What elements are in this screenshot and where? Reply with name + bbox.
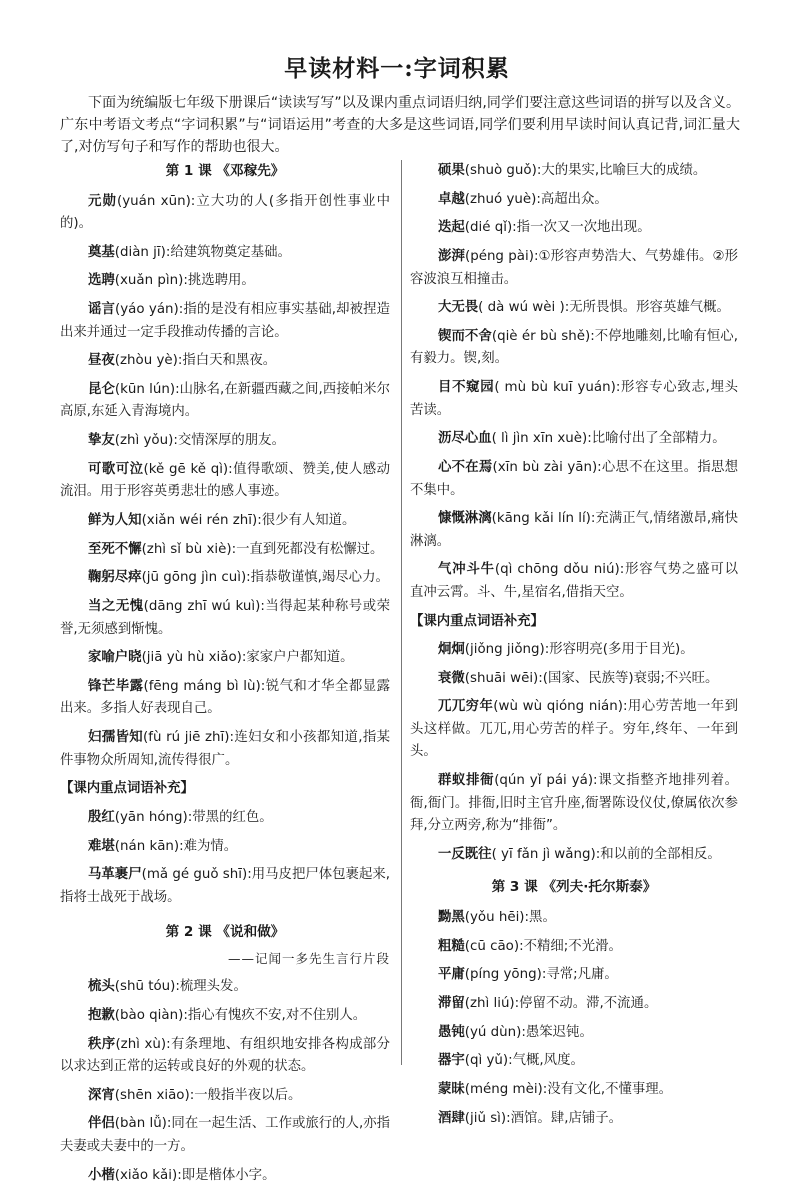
vocab-word: 酒肆	[438, 1110, 465, 1126]
vocab-word: 家喻户晓	[88, 650, 142, 666]
vocab-word: 鞠躬尽瘁	[88, 570, 142, 586]
vocab-pinyin: (yú dùn)	[464, 1024, 522, 1040]
vocab-word: 黝黑	[438, 909, 465, 925]
vocab-pinyin: (fù rú jiē zhī)	[143, 730, 230, 746]
vocab-definition: :有条理地、有组织地安排各构成部分以求达到正常的运转或良好的外观的状态。	[60, 1036, 391, 1075]
vocab-definition: :没有文化,不懂事理。	[542, 1081, 673, 1097]
vocab-pinyin: (píng yōng)	[464, 967, 542, 983]
vocab-definition: :寻常;凡庸。	[541, 967, 618, 983]
vocab-word: 群蚁排衙	[438, 773, 495, 789]
vocab-definition: :充满正气,情绪激昂,痛快淋漓。	[410, 511, 738, 549]
vocab-entry	[410, 936, 738, 959]
vocab-word: 锲而不舍	[438, 328, 492, 344]
vocab-definition: :停留不动。滞,不流通。	[514, 995, 658, 1011]
vocab-entry	[410, 639, 738, 662]
vocab-definition: :用马皮把尸体包裹起来,指将士战死于战场。	[60, 867, 390, 905]
vocab-entry	[60, 379, 390, 424]
vocab-definition: :比喻付出了全部精力。	[587, 431, 726, 447]
vocab-pinyin: (xuǎn pìn)	[114, 273, 184, 289]
vocab-word: 妇孺皆知	[88, 730, 144, 746]
vocab-pinyin: (shū tóu)	[114, 979, 176, 995]
vocab-entry	[60, 676, 390, 721]
vocab-word: 慷慨淋漓	[438, 511, 492, 527]
vocab-pinyin: (mǎ gé guǒ shī)	[141, 867, 248, 883]
vocab-word: 粗糙	[438, 938, 465, 954]
vocab-pinyin: (yuán xūn)	[116, 193, 191, 209]
vocab-entry	[60, 1034, 390, 1079]
vocab-entry	[410, 696, 738, 764]
vocab-pinyin: (kāng kǎi lín lí)	[491, 511, 591, 527]
vocab-word: 沥尽心血	[438, 431, 492, 447]
vocab-pinyin: (yáo yán)	[114, 302, 179, 318]
vocab-pinyin: (jū gōng jìn cuì)	[141, 570, 247, 586]
vocab-word: 炯炯	[438, 642, 465, 658]
vocab-definition: :大的果实,比喻巨大的成绩。	[536, 163, 707, 178]
vocab-definition: :立大功的人(多指开创性事业中的)。	[60, 193, 390, 231]
vocab-pinyin: (xiǎn wéi rén zhī)	[141, 513, 258, 528]
vocab-pinyin: (jiǔ sì)	[464, 1110, 507, 1126]
vocab-definition: :很少有人知道。	[257, 513, 356, 528]
vocab-definition: :指恭敬谨慎,竭尽心力。	[246, 570, 389, 586]
vocab-pinyin: (zhòu yè)	[114, 353, 178, 369]
vocab-entry	[60, 864, 390, 909]
vocab-pinyin: (zhì sǐ bù xiè)	[141, 541, 232, 557]
vocab-word: 心不在焉	[438, 460, 493, 475]
vocab-definition: :值得歌颂、赞美,使人感动流泪。用于形容英勇悲壮的感人事迹。	[60, 461, 390, 500]
vocab-entry	[60, 242, 390, 265]
vocab-definition: :指一次又一次地出现。	[512, 220, 651, 236]
vocab-word: 鲜为人知	[88, 513, 142, 528]
vocab-word: 迭起	[438, 220, 465, 236]
vocab-pinyin: (jiā yù hù xiǎo)	[141, 650, 242, 666]
vocab-entry	[410, 377, 738, 422]
vocab-pinyin: (qiè ér bù shě)	[491, 328, 591, 344]
vocab-definition: :指的是没有相应事实基础,却被捏造出来并通过一定手段推动传播的言论。	[60, 302, 390, 340]
vocab-word: 小楷	[88, 1167, 115, 1183]
vocab-word: 深宵	[88, 1087, 115, 1103]
vocab-word: 殷红	[88, 809, 115, 825]
vocab-word: 抱歉	[88, 1007, 115, 1023]
vocab-pinyin: (xīn bù zài yān)	[492, 460, 598, 475]
vocab-pinyin: ( yī fǎn jì wǎng)	[491, 846, 596, 862]
vocab-entry	[410, 326, 738, 371]
vocab-definition: :交情深厚的朋友。	[173, 433, 285, 449]
vocab-definition: :形容气势之盛可以直冲云霄。斗、牛,星宿名,借指天空。	[410, 562, 739, 600]
vocab-word: 难堪	[88, 838, 115, 854]
vocab-definition: :愚笨迟钝。	[521, 1024, 593, 1040]
vocab-pinyin: (zhì liú)	[464, 995, 515, 1011]
vocab-word: 大无畏	[438, 300, 479, 316]
vocab-entry	[60, 567, 390, 590]
vocab-pinyin: (shuāi wēi)	[464, 670, 539, 686]
vocab-word: 澎湃	[438, 249, 465, 265]
vocab-word: 愚钝	[438, 1024, 465, 1040]
vocab-word: 卓越	[438, 191, 465, 207]
left-column	[60, 160, 390, 1193]
vocab-entry	[60, 976, 390, 999]
vocab-word: 滞留	[438, 995, 465, 1011]
vocab-pinyin: (fēng máng bì lù)	[143, 678, 261, 694]
vocab-definition: :酒馆。肆,店铺子。	[506, 1110, 623, 1126]
vocab-word: 可歌可泣	[88, 461, 144, 477]
vocab-pinyin: (méng mèi)	[464, 1081, 543, 1097]
vocab-pinyin: (qì chōng dǒu niú)	[494, 562, 620, 578]
vocab-pinyin: (bàn lǚ)	[114, 1116, 167, 1132]
vocab-definition: :心思不在这里。指思想不集中。	[410, 460, 738, 498]
vocab-entry	[60, 1005, 390, 1028]
vocab-word: 秩序	[88, 1036, 116, 1052]
vocab-definition: :形容明亮(多用于目光)。	[544, 642, 694, 658]
vocab-pinyin: (shēn xiāo)	[114, 1087, 190, 1103]
vocab-definition: :连妇女和小孩都知道,指某件事物众所周知,流传得很广。	[60, 730, 390, 768]
vocab-word: 平庸	[438, 967, 465, 983]
vocab-definition: :一般指半夜以后。	[189, 1087, 302, 1103]
vocab-word: 锋芒毕露	[88, 678, 144, 694]
vocab-definition: :不精细;不光滑。	[519, 938, 622, 954]
vocab-entry	[410, 1079, 738, 1102]
vocab-entry	[410, 428, 738, 451]
vocab-pinyin: (dié qǐ)	[464, 220, 513, 236]
vocab-definition: :不停地雕刻,比喻有恒心,有毅力。锲,刻。	[410, 328, 739, 367]
vocab-definition: :难为情。	[179, 838, 238, 854]
vocab-entry	[60, 430, 390, 453]
vocab-word: 选聘	[88, 273, 115, 289]
lesson-heading: 第 2 课 《说和做》	[165, 924, 285, 941]
vocab-entry	[410, 217, 738, 240]
vocab-word: 器宇	[438, 1053, 465, 1069]
vocab-entry	[410, 964, 738, 987]
vocab-definition: :家家户户都知道。	[241, 650, 354, 666]
vocab-pinyin: ( mù bù kuī yuán)	[494, 380, 616, 396]
vocab-entry	[410, 160, 738, 183]
vocab-pinyin: (péng pài)	[464, 249, 534, 265]
vocab-entry	[60, 191, 390, 236]
vocab-word: 气冲斗牛	[438, 562, 495, 578]
vocab-pinyin: (zhì xù)	[115, 1036, 167, 1052]
vocab-definition: :山脉名,在新疆西藏之间,西接帕米尔高原,东延入青海境内。	[60, 381, 390, 420]
vocab-definition: :①形容声势浩大、气势雄伟。②形容波浪互相撞击。	[410, 249, 738, 287]
vocab-definition: :带黑的红色。	[187, 809, 273, 825]
vocab-word: 至死不懈	[88, 541, 142, 557]
vocab-pinyin: (yǒu hēi)	[464, 909, 525, 925]
vocab-entry	[60, 647, 390, 670]
vocab-word: 蒙昧	[438, 1081, 465, 1097]
vocab-word: 昆仑	[88, 381, 115, 397]
vocab-definition: :锐气和才华全都显露出来。多指人好表现自己。	[60, 678, 391, 717]
vocab-pinyin: (qún yǐ pái yá)	[494, 773, 594, 789]
vocab-entry	[60, 727, 390, 772]
vocab-pinyin: (xiǎo kǎi)	[114, 1167, 178, 1183]
vocab-word: 兀兀穷年	[438, 699, 494, 715]
vocab-pinyin: ( lì jìn xīn xuè)	[491, 431, 588, 447]
vocab-definition: :形容专心致志,埋头苦读。	[410, 380, 738, 418]
vocab-word: 一反既往	[438, 846, 492, 862]
lesson-heading: 第 3 课 《列夫·托尔斯泰》	[491, 879, 657, 896]
vocab-word: 昼夜	[88, 353, 115, 369]
vocab-entry	[410, 508, 738, 553]
vocab-pinyin: ( dà wú wèi )	[478, 300, 565, 316]
vocab-entry	[60, 596, 390, 641]
vocab-word: 挚友	[88, 433, 115, 449]
vocab-definition: :指白天和黑夜。	[177, 353, 277, 369]
vocab-entry	[410, 559, 738, 604]
column-divider	[401, 160, 402, 1065]
vocab-word: 奠基	[88, 244, 115, 260]
lesson-heading: 第 1 课 《邓稼先》	[165, 163, 285, 179]
vocab-pinyin: (bào qiàn)	[114, 1007, 184, 1023]
vocab-pinyin: (yān hóng)	[114, 809, 188, 825]
vocab-word: 伴侣	[88, 1116, 115, 1132]
vocab-word: 谣言	[88, 302, 115, 318]
vocab-pinyin: (qì yǔ)	[464, 1053, 509, 1069]
vocab-entry	[410, 457, 738, 502]
vocab-pinyin: (cū cāo)	[464, 938, 520, 954]
vocab-entry	[60, 807, 390, 830]
vocab-definition: :黑。	[524, 909, 556, 925]
vocab-word: 梳头	[88, 979, 115, 995]
vocab-entry	[60, 1165, 390, 1188]
intro-paragraph: 下面为统编版七年级下册课后“读读写写”以及课内重点词语归纳,同学们要注意这些词语的拼写以及含义。广东中考语文考点“字词积累”与“词语运用”考查的大多是这些词语,同学们要利用早读时间认真记背,词汇量大了,对仿写句子和写作的帮助也很大。	[60, 95, 740, 155]
vocab-definition: :即是楷体小字。	[177, 1167, 276, 1183]
vocab-pinyin: (nán kān)	[114, 838, 180, 854]
vocab-entry	[410, 189, 738, 212]
vocab-entry	[410, 1108, 738, 1131]
vocab-entry	[410, 1050, 738, 1073]
vocab-entry	[410, 668, 738, 691]
vocab-word: 目不窥园	[438, 380, 495, 396]
vocab-definition: :和以前的全部相反。	[595, 846, 721, 862]
vocab-pinyin: (zhì yǒu)	[114, 433, 174, 449]
vocab-entry	[410, 844, 738, 867]
vocab-entry	[60, 510, 390, 533]
vocab-entry	[60, 1085, 390, 1108]
vocab-definition: :无所畏惧。形容英雄气概。	[564, 300, 730, 316]
vocab-pinyin: (zhuó yuè)	[464, 191, 537, 207]
vocab-pinyin: (kě gē kě qì)	[143, 461, 229, 477]
vocab-entry	[60, 539, 390, 562]
lesson-subtitle: ——记闻一多先生言行片段	[227, 950, 390, 966]
vocab-word: 衰微	[438, 670, 465, 686]
vocab-entry	[60, 459, 390, 504]
right-column	[410, 160, 738, 1136]
vocab-definition: :(国家、民族等)衰弱;不兴旺。	[538, 670, 719, 686]
section-heading: 【课内重点词语补充】	[60, 781, 194, 797]
vocab-pinyin: (jiǒng jiǒng)	[464, 642, 545, 658]
vocab-entry	[410, 907, 738, 930]
vocab-word: 马革裹尸	[88, 867, 142, 883]
vocab-pinyin: (diàn jī)	[114, 244, 166, 260]
vocab-word: 元勋	[88, 193, 117, 209]
vocab-definition: :梳理头发。	[175, 979, 247, 995]
vocab-pinyin: (shuò guǒ)	[464, 163, 537, 178]
vocab-definition: :同在一起生活、工作或旅行的人,亦指夫妻或夫妻中的一方。	[60, 1116, 390, 1154]
vocab-word: 硕果	[438, 163, 465, 178]
vocab-pinyin: (dāng zhī wú kuì)	[143, 599, 261, 615]
vocab-definition: :一直到死都没有松懈过。	[231, 541, 384, 557]
vocab-entry	[410, 1022, 738, 1045]
vocab-entry	[60, 299, 390, 344]
vocab-definition: :用心劳苦地一年到头这样做。兀兀,用心劳苦的样子。穷年,终年、一年到头。	[410, 699, 739, 760]
vocab-entry	[410, 246, 738, 291]
vocab-entry	[60, 270, 390, 293]
vocab-definition: :挑选聘用。	[183, 273, 255, 289]
page-title: 早读材料一:字词积累	[284, 55, 510, 82]
vocab-entry	[60, 1113, 390, 1158]
vocab-entry	[60, 836, 390, 859]
section-heading: 【课内重点词语补充】	[410, 613, 544, 629]
vocab-pinyin: (wù wù qióng nián)	[493, 699, 623, 715]
vocab-entry	[410, 770, 738, 838]
vocab-definition: :高超出众。	[536, 191, 608, 207]
vocab-pinyin: (kūn lún)	[114, 381, 176, 397]
vocab-definition: :给建筑物奠定基础。	[165, 244, 291, 260]
vocab-definition: :当得起某种称号或荣誉,无须感到惭愧。	[60, 599, 391, 637]
vocab-definition: :课文指整齐地排列着。衙,衙门。排衙,旧时主官升座,衙署陈设仪仗,僚属依次参拜,分立两旁,称为“排衙”。	[410, 773, 738, 834]
vocab-entry	[410, 297, 738, 320]
vocab-definition: :气概,风度。	[508, 1053, 584, 1069]
vocab-definition: :指心有愧疚不安,对不住别人。	[183, 1007, 367, 1023]
vocab-word: 当之无愧	[88, 599, 144, 615]
vocab-entry	[410, 993, 738, 1016]
vocab-entry	[60, 350, 390, 373]
